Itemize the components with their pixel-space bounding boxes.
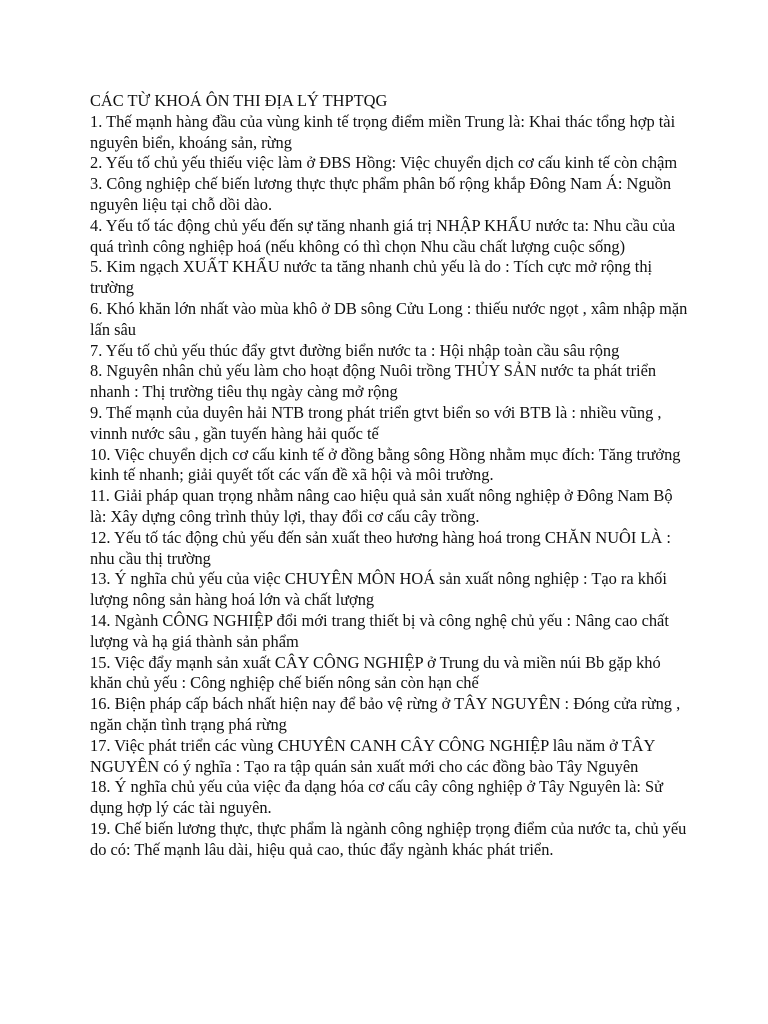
list-item: 14. Ngành CÔNG NGHIỆP đổi mới trang thiết bị và công nghệ chủ yếu : Nâng cao chất lượng và hạ giá thành sản phẩm (90, 610, 669, 651)
list-item: 16. Biện pháp cấp bách nhất hiện nay để bảo vệ rừng ở TÂY NGUYÊN : Đóng cửa rừng , ngăn chặn tình trạng phá rừng (90, 694, 681, 734)
list-item: 8. Nguyên nhân chủ yếu làm cho hoạt động Nuôi trồng THỦY SẢN nước ta phát triển nhanh : Thị trường tiêu thụ ngày càng mở rộng (90, 361, 657, 402)
list-item: 11. Giải pháp quan trọng nhằm nâng cao hiệu quả sản xuất nông nghiệp ở Đông Nam Bộ là: Xây dựng công trình thủy lợi, thay đổi cơ cấu cây trồng. (90, 486, 673, 526)
list-item: 19. Chế biến lương thực, thực phẩm là ngành công nghiệp trọng điểm của nước ta, chủ yếu do có: Thế mạnh lâu dài, hiệu quả cao, thúc đẩy ngành khác phát triển. (90, 818, 687, 859)
list-item: 3. Công nghiệp chế biến lương thực thực phẩm phân bố rộng khắp Đông Nam Á: Nguồn nguyên liệu tại chỗ dồi dào. (90, 174, 672, 214)
list-item: 13. Ý nghĩa chủ yếu của việc CHUYÊN MÔN HOÁ sản xuất nông nghiệp : Tạo ra khối lượng nông sản hàng hoá lớn và chất lượng (90, 569, 667, 610)
list-item: 5. Kim ngạch XUẤT KHẨU nước ta tăng nhanh chủ yếu là do : Tích cực mở rộng thị trường (90, 257, 653, 298)
list-item: 12. Yếu tố tác động chủ yếu đến sản xuất theo hương hàng hoá trong CHĂN NUÔI LÀ : nhu cầu thị trường (90, 527, 671, 568)
list-item: 6. Khó khăn lớn nhất vào mùa khô ở DB sông Cửu Long : thiếu nước ngọt , xâm nhập mặn lấn sâu (90, 298, 688, 339)
list-item: 10. Việc chuyển dịch cơ cấu kinh tế ở đồng bằng sông Hồng nhằm mục đích: Tăng trưởng kinh tế nhanh; giải quyết tốt các vấn đề xã hội và môi trường. (90, 444, 681, 485)
list-item: 7. Yếu tố chủ yếu thúc đẩy gtvt đường biển nước ta : Hội nhập toàn cầu sâu rộng (90, 340, 620, 360)
list-item: 1. Thế mạnh hàng đầu của vùng kinh tế trọng điểm miền Trung là: Khai thác tổng hợp tài nguyên biển, khoáng sản, rừng (90, 111, 676, 152)
document-page (90, 91, 690, 860)
list-item: 9. Thế mạnh của duyên hải NTB trong phát triển gtvt biển so với BTB là : nhiều vũng , vinnh nước sâu , gần tuyến hàng hải quốc tế (90, 402, 662, 443)
document-title: CÁC TỪ KHOÁ ÔN THI ĐỊA LÝ THPTQG (90, 91, 388, 110)
list-item: 17. Việc phát triển các vùng CHUYÊN CANH CÂY CÔNG NGHIỆP lâu năm ở TÂY NGUYÊN có ý nghĩa : Tạo ra tập quán sản xuất mới cho các đồng bào Tây Nguyên (90, 735, 655, 776)
list-item: 2. Yếu tố chủ yếu thiếu việc làm ở ĐBS Hồng: Việc chuyển dịch cơ cấu kinh tế còn chậm (90, 153, 678, 173)
list-item: 4. Yếu tố tác động chủ yếu đến sự tăng nhanh giá trị NHẬP KHẨU nước ta: Nhu cầu của quá trình công nghiệp hoá (nếu không có thì chọn Nhu cầu chất lượng cuộc sống) (90, 215, 676, 256)
list-item: 15. Việc đẩy mạnh sản xuất CÂY CÔNG NGHIỆP ở Trung du và miền núi Bb gặp khó khăn chủ yếu : Công nghiệp chế biến nông sản còn hạn chế (90, 652, 661, 693)
list-item: 18. Ý nghĩa chủ yếu của việc đa dạng hóa cơ cấu cây công nghiệp ở Tây Nguyên là: Sử dụng hợp lý các tài nguyên. (90, 777, 663, 818)
